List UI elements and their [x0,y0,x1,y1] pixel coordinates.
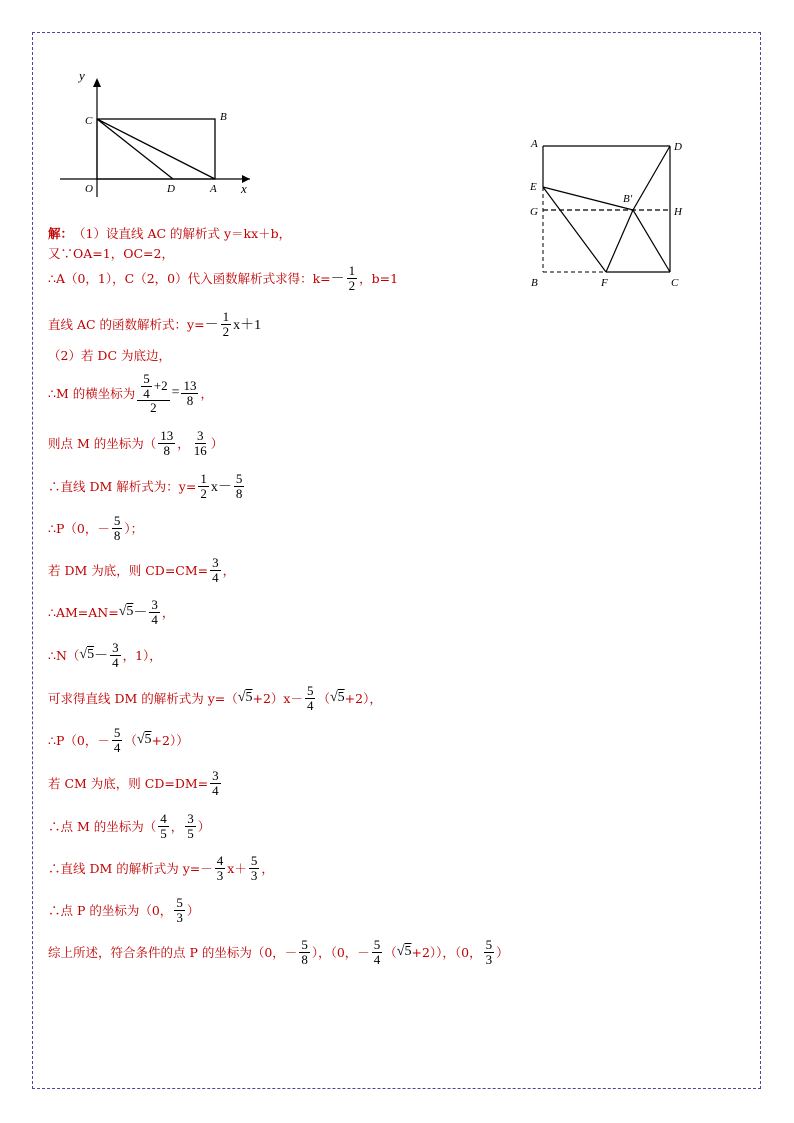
line-14-text-c: +2）） [151,733,189,749]
line-7-text-c: ） [210,436,224,452]
num: 5 [250,853,258,868]
segment-CD [97,119,173,179]
line-13-text-d: +2）， [344,691,382,707]
label-O: O [85,183,93,195]
den: 4 [112,654,119,670]
radicand: 5 [87,647,95,663]
den: 8 [235,485,243,501]
fraction-5-3 [484,938,495,966]
line-13-text-a: 可求得直线 DM 的解析式为 y=（ [48,691,238,707]
line-15-text-a: 若 CM 为底，则 CD=DM= [48,776,209,792]
line-6-text-b: ， [200,386,213,402]
line-10 [48,556,235,584]
den: 8 [113,527,121,543]
square-fold-figure [525,132,695,292]
label-B: B [531,277,538,289]
line-1 [48,224,291,242]
fraction-3-4 [149,598,160,626]
fraction-5-8 [234,472,245,500]
line-16-text-b: ， [170,819,184,835]
fraction-3-16 [192,429,209,457]
sqrt-5 [238,690,253,706]
line-14-text-b: （ [124,733,137,749]
num: 5 [306,683,314,698]
sqrt-5 [397,944,412,960]
den: 3 [216,867,224,883]
line-2 [48,244,174,262]
num: 1 [200,471,207,486]
num: 3 [112,640,119,655]
solution-label: 解： [48,226,74,241]
sqrt-5 [119,604,134,620]
fraction-5-8 [299,938,310,966]
den: 3 [250,867,258,883]
den: 4 [143,385,150,401]
num: 3 [187,811,194,826]
num: 3 [212,768,219,783]
den: 4 [212,782,219,798]
label-x: x [241,181,247,196]
radicand: 5 [144,732,152,748]
line-6-text-a: ∴M 的横坐标为 [48,386,136,402]
equals: = [171,385,180,401]
line-9-text-a: ∴P（0，－ [48,521,110,537]
line-3-text-a: ∴A（0，1），C（2，0）代入函数解析式求得：k= [48,271,331,287]
line-13-text-c: （ [317,691,330,707]
num [137,372,169,401]
line-5 [48,346,171,364]
line-5-text: （2）若 DC 为底边， [48,348,171,363]
line-17-text-a: ∴直线 DM 的解析式为 y=－ [48,861,213,877]
coordinate-figure [55,62,260,202]
line-15 [48,769,223,797]
num: 4 [160,811,167,826]
line-12-text-a: ∴N（ [48,648,80,664]
den: 4 [306,697,314,713]
line-18-text-b: ） [186,903,200,919]
num: 3 [151,597,158,612]
sqrt-5 [79,647,94,663]
fraction-1-2 [198,472,209,500]
den: 2 [348,277,356,293]
num: 1 [348,263,356,278]
minus-sign: － [133,606,148,622]
label-B: B [220,111,227,123]
segment-CA [97,119,215,179]
label-B-prime: B′ [623,193,633,205]
line-7 [48,429,223,457]
den: 8 [163,442,170,458]
fraction-compound [137,372,169,415]
plus-two: +2 [153,378,168,394]
line-19-text-d: +2）），（0， [411,945,482,961]
label-H: H [674,206,682,218]
num: 13 [183,378,197,394]
y-axis-arrow [93,78,101,87]
num: 5 [113,513,121,528]
fraction-4-3 [215,854,226,882]
minus-sign: － [94,649,109,665]
radicand: 5 [337,690,345,706]
line-18 [48,896,199,924]
sqrt-5 [330,690,345,706]
num: 13 [160,428,174,443]
fraction-3-4 [210,769,221,797]
line-1-text: （1）设直线 AC 的解析式 y＝kx＋b， [73,226,292,241]
den: 3 [485,951,493,967]
label-y: y [79,68,85,83]
den: 2 [150,400,157,416]
label-E: E [530,181,537,193]
line-2-text: 又∵OA=1，OC=2， [48,246,174,261]
den: 5 [160,825,167,841]
fraction-5-3 [174,896,185,924]
segment-EF [543,187,606,272]
fraction-3-4 [110,641,121,669]
num: 5 [301,937,308,952]
den: 2 [222,323,230,339]
line-11-text-a: ∴AM=AN= [48,604,119,620]
fraction-5-4 [112,726,123,754]
label-D: D [674,141,682,153]
fraction-1-2 [347,264,358,292]
line-13-text-b: +2）x－ [252,691,303,707]
line-7-text-a: 则点 M 的坐标为（ [48,436,157,452]
line-17-text-b: x＋ [227,861,247,877]
num: 5 [143,371,150,386]
line-8 [48,472,246,500]
den: 5 [187,825,194,841]
radicand: 5 [404,944,412,960]
fraction-5-8 [112,514,123,542]
den: 2 [200,485,207,501]
radicand: 5 [126,604,134,620]
line-8-text-a: ∴直线 DM 解析式为：y= [48,479,197,495]
num: 5 [235,471,243,486]
den: 3 [176,909,183,925]
num: 3 [197,428,204,443]
fraction-5-4 [372,938,383,966]
line-17-text-c: ， [261,861,274,877]
segment-B-prime-C [633,210,670,272]
line-12 [48,641,162,669]
num: 3 [212,555,219,570]
num: 5 [485,937,493,952]
label-A: A [210,183,217,195]
line-13 [48,684,382,712]
minus-sign: － [330,272,345,288]
line-3-text-b: ，b=1 [359,271,399,287]
den: 4 [373,951,381,967]
line-16-text-c: ） [197,819,211,835]
line-10-text-b: ， [222,563,236,579]
minus-sign: － [204,318,219,334]
num: 1 [222,309,230,324]
line-7-text-b: ， [177,436,190,452]
label-A: A [531,138,538,150]
line-19-text-a: 综上所述，符合条件的点 P 的坐标为（0，－ [48,945,298,961]
fraction-13-8 [181,379,198,407]
fraction-5-4 [305,684,316,712]
line-9 [48,514,143,542]
den: 16 [193,442,207,458]
segment-DB-prime [633,146,670,210]
line-18-text-a: ∴点 P 的坐标为（0， [48,903,173,919]
fraction-5-4 [141,372,152,400]
line-14-text-a: ∴P（0，－ [48,733,110,749]
fraction-1-2 [221,310,232,338]
label-G: G [530,206,538,218]
num: 4 [216,853,224,868]
num: 5 [113,725,121,740]
line-16-text-a: ∴点 M 的坐标为（ [48,819,157,835]
label-C: C [85,115,93,127]
line-19-text-c: （ [384,945,397,961]
line-3 [48,264,398,292]
label-F: F [601,277,608,289]
sqrt-symbol: √ [79,647,88,663]
line-12-text-c: ，1）， [122,648,162,664]
sqrt-symbol: √ [237,690,246,706]
sqrt-5 [137,732,152,748]
num: 5 [373,937,381,952]
line-19-text-b: ），（0，－ [311,945,370,961]
sqrt-symbol: √ [136,732,145,748]
sqrt-symbol: √ [118,604,127,620]
line-14 [48,726,189,754]
line-11-text-c: ， [161,605,175,621]
den: 8 [186,392,194,408]
segment-EB-prime [543,187,633,210]
line-6 [48,372,213,415]
line-4 [48,310,261,338]
num: 5 [176,895,183,910]
den: 4 [151,611,158,627]
line-8-text-b: x－ [210,480,232,496]
den: 8 [301,951,308,967]
label-D: D [167,183,175,195]
label-C: C [671,277,679,289]
line-9-text-b: ）； [124,521,144,537]
line-11 [48,598,174,626]
line-4-text-b: x＋1 [233,318,262,334]
line-17 [48,854,274,882]
fraction-5-3 [249,854,260,882]
fraction-13-8 [158,429,175,457]
fraction-4-5 [158,812,169,840]
line-19-text-e: ） [496,945,509,961]
den: 4 [113,739,121,755]
line-16 [48,812,210,840]
line-4-text-a: 直线 AC 的函数解析式：y= [48,317,205,333]
radicand: 5 [245,690,253,706]
fraction-3-4 [210,556,221,584]
sqrt-symbol: √ [396,944,405,960]
fraction-3-5 [185,812,196,840]
line-10-text-a: 若 DM 为底，则 CD=CM= [48,563,209,579]
den: 4 [212,569,219,585]
segment-FB-prime [606,210,633,272]
sqrt-symbol: √ [329,690,338,706]
line-19 [48,938,509,966]
